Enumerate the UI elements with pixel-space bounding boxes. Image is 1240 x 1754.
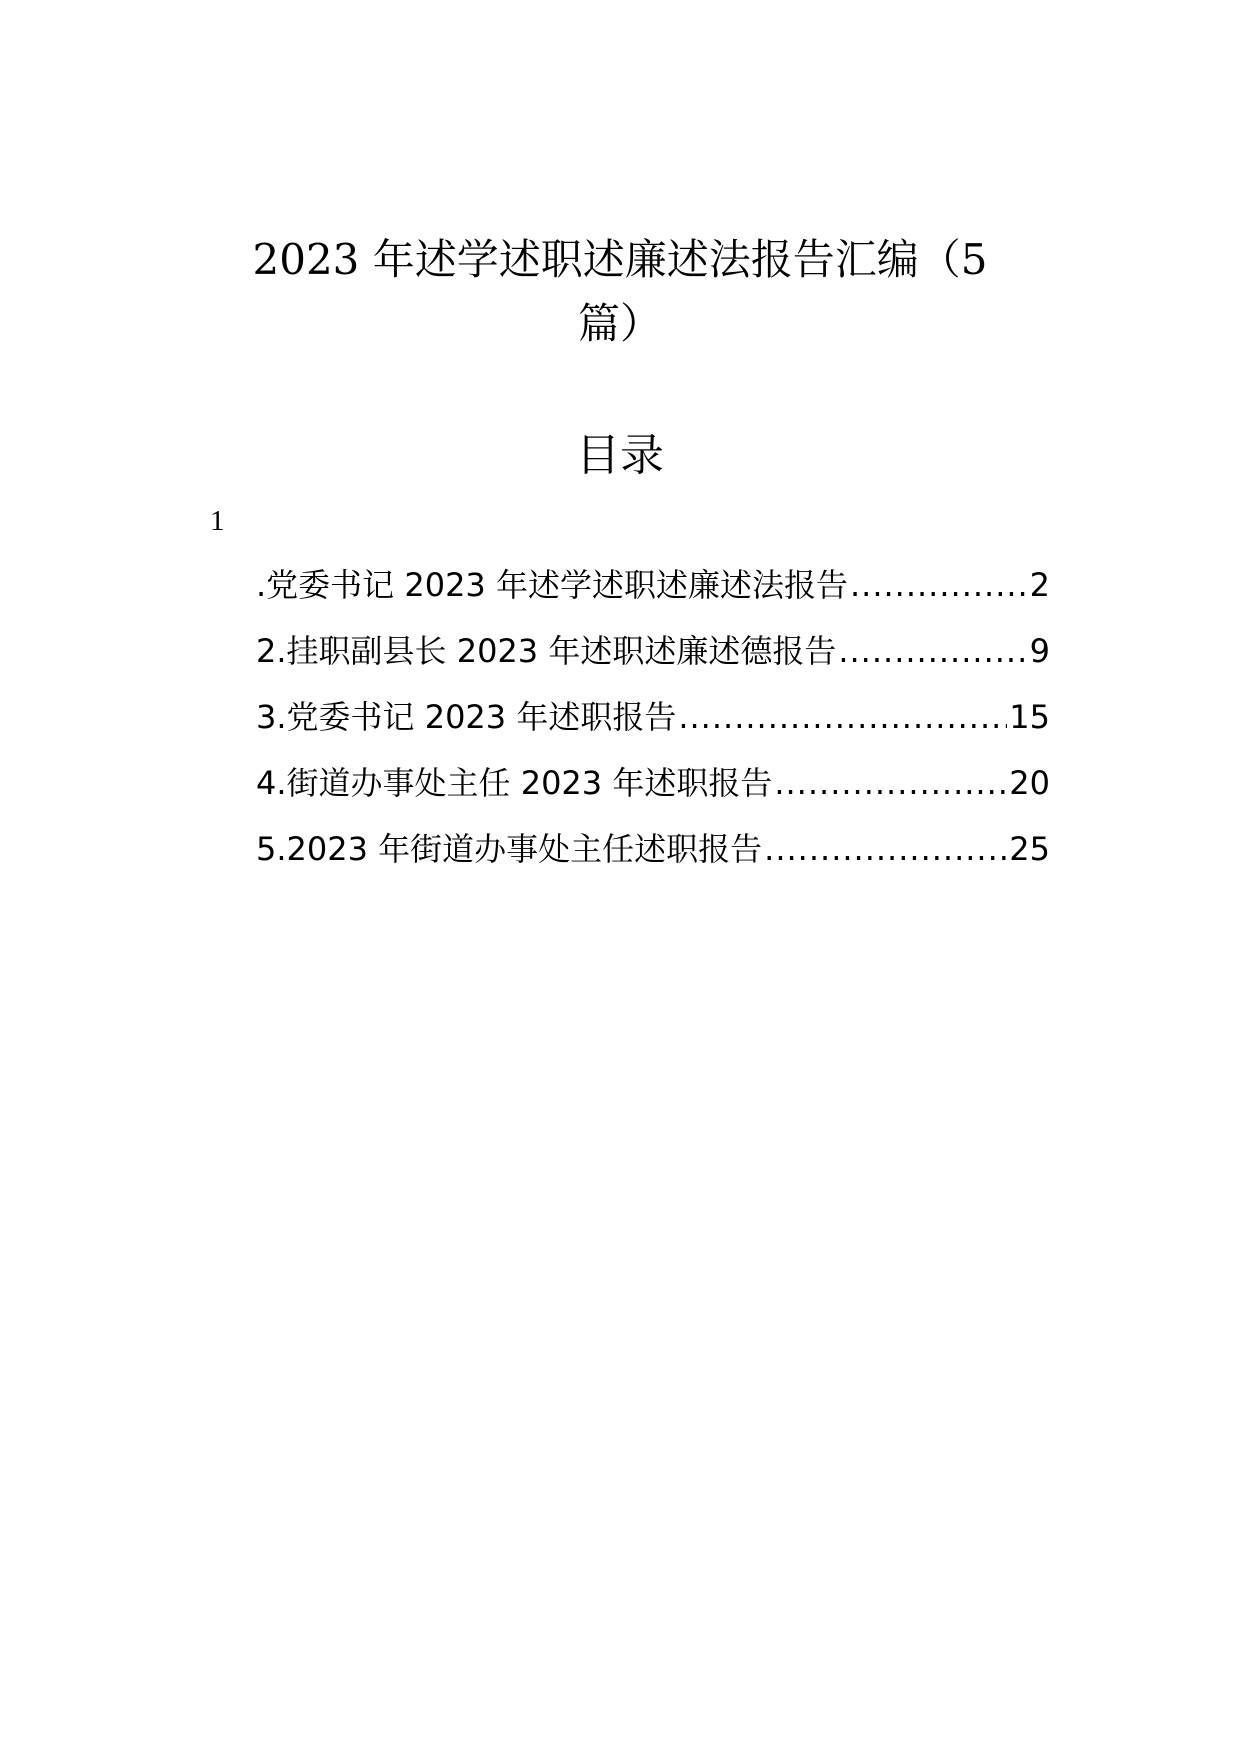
toc-entry-page: 15 xyxy=(1009,698,1050,736)
toc-dot-leader xyxy=(850,563,1028,607)
toc-entry-page: 20 xyxy=(1009,764,1050,802)
toc-dot-leader xyxy=(764,827,1007,871)
toc-entry-title: 5.2023 年街道办事处主任述职报告 xyxy=(256,830,763,868)
toc-entry-5[interactable] xyxy=(256,827,1050,893)
toc-entry-title: 4.街道办事处主任 2023 年述职报告 xyxy=(256,764,773,802)
title-count: 5 xyxy=(960,235,988,284)
toc-entry-page: 9 xyxy=(1029,632,1050,670)
toc-entry-2[interactable] xyxy=(256,629,1050,695)
toc-dot-leader xyxy=(774,761,1007,805)
title-year: 2023 xyxy=(252,235,360,284)
toc-entry-title: 3.党委书记 2023 年述职报告 xyxy=(256,698,677,736)
toc-dot-leader xyxy=(678,695,1007,739)
toc-entry-page: 25 xyxy=(1009,830,1050,868)
toc-entry-page: 2 xyxy=(1029,566,1050,604)
toc-dot-leader xyxy=(838,629,1027,673)
toc-entry-title: 2.挂职副县长 2023 年述职述廉述德报告 xyxy=(256,632,837,670)
toc-heading: 目录 xyxy=(576,430,664,481)
toc-entry-4[interactable] xyxy=(256,761,1050,827)
table-of-contents xyxy=(256,563,1050,893)
title-end: 篇） xyxy=(577,299,662,348)
stray-list-number: 1 xyxy=(210,505,225,537)
toc-entry-title: .党委书记 2023 年述学述职述廉述法报告 xyxy=(256,566,848,604)
toc-entry-1[interactable] xyxy=(256,563,1050,629)
document-title xyxy=(200,228,1040,356)
title-main: 年述学述职述廉述法报告汇编（ xyxy=(372,235,961,284)
toc-entry-3[interactable] xyxy=(256,695,1050,761)
